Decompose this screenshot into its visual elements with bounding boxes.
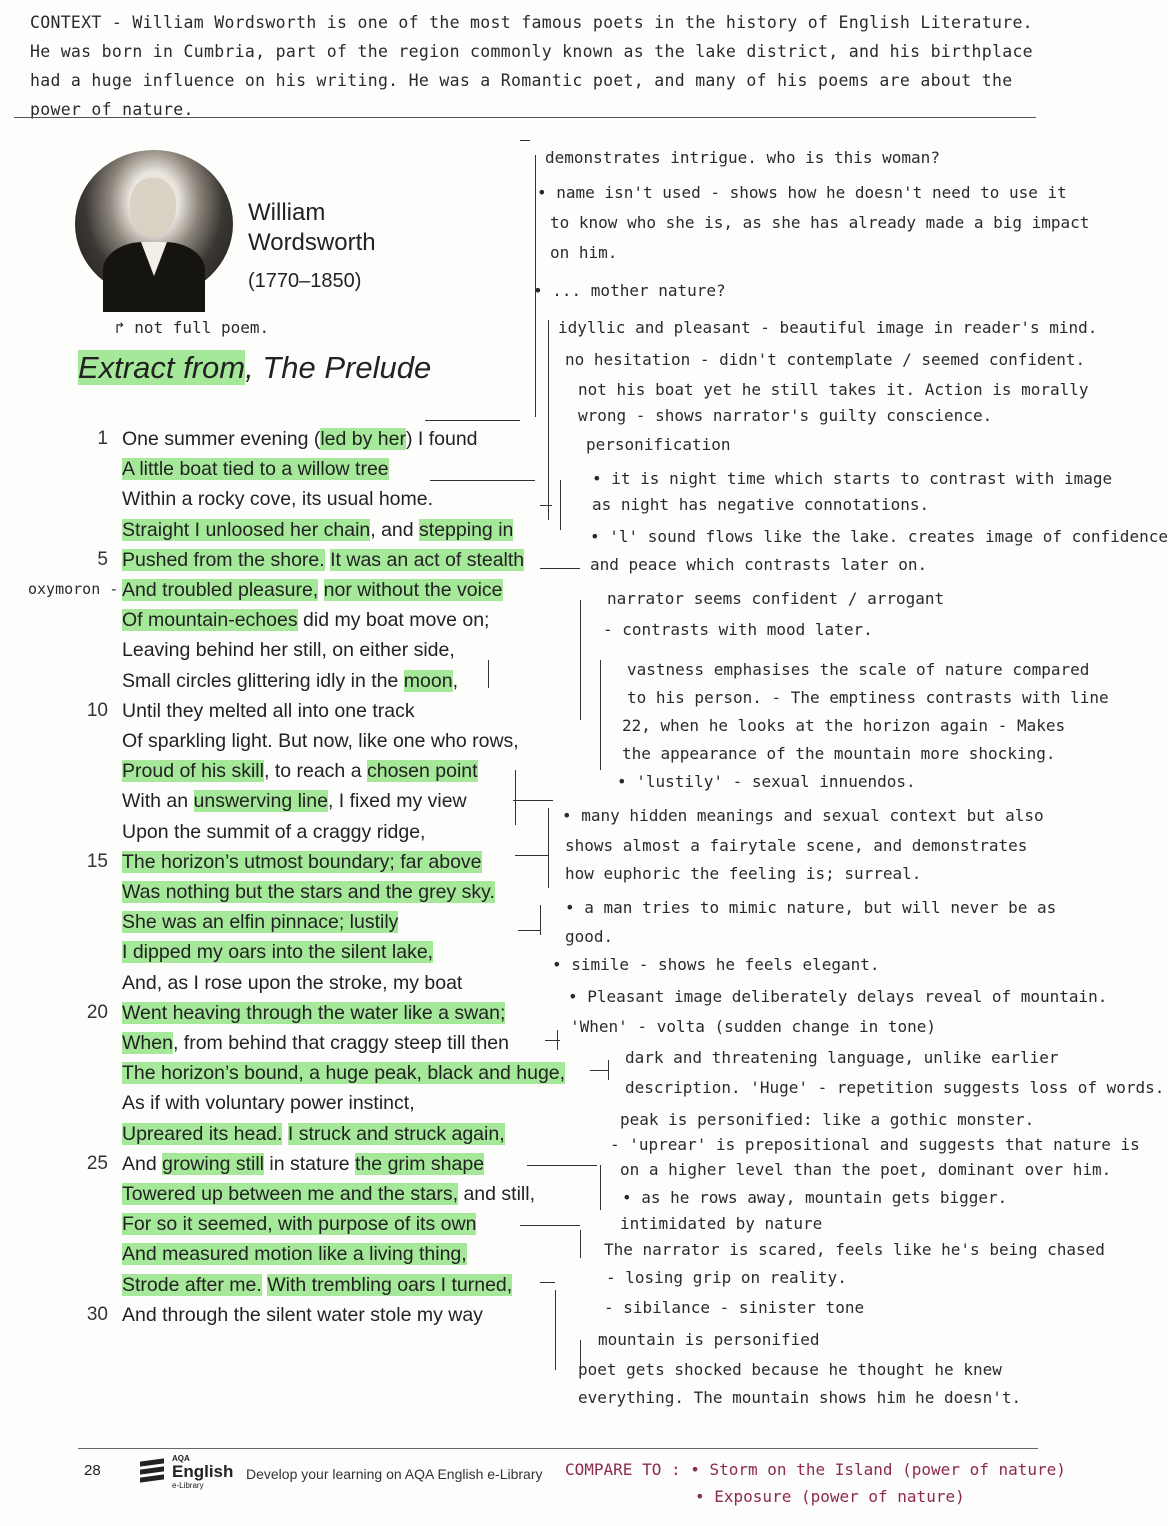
poem-line-text: Proud of his skill, to reach a chosen point <box>122 760 478 783</box>
poem-line-number: 15 <box>86 850 108 872</box>
bracket-line <box>518 930 540 931</box>
annotation-note: • many hidden meanings and sexual context but also <box>562 806 1044 825</box>
poem-line-text: And measured motion like a living thing, <box>122 1243 467 1266</box>
poem-line-text: With an unswerving line, I fixed my view <box>122 790 467 813</box>
annotation-note: • ... mother nature? <box>533 281 726 300</box>
poem-line-text: For so it seemed, with purpose of its own <box>122 1213 477 1236</box>
footer-text: Develop your learning on AQA English e-Library <box>246 1466 543 1482</box>
poem-line-number: 30 <box>86 1303 108 1325</box>
bracket-line <box>527 1165 597 1166</box>
annotation-note: - losing grip on reality. <box>606 1268 847 1287</box>
compare-note <box>565 1456 1066 1510</box>
logo-library: e-Library <box>172 1481 204 1490</box>
poem-line-number: 25 <box>86 1152 108 1174</box>
annotation-note: - contrasts with mood later. <box>603 620 873 639</box>
annotation-note: to his person. - The emptiness contrasts with line <box>627 688 1109 707</box>
poem-line-text: I dipped my oars into the silent lake, <box>122 941 434 964</box>
annotation-note: shows almost a fairytale scene, and demonstrates <box>565 836 1028 855</box>
poem-line-text: Within a rocky cove, its usual home. <box>122 488 434 511</box>
annotation-note: everything. The mountain shows him he doesn't. <box>578 1388 1022 1407</box>
poem-line-text: The horizon’s utmost boundary; far above <box>122 850 482 873</box>
annotation-note: how euphoric the feeling is; surreal. <box>565 864 922 883</box>
footer-divider <box>78 1448 1038 1449</box>
annotation-note: good. <box>565 927 614 946</box>
poem-line-text: She was an elfin pinnace; lustily <box>122 911 399 934</box>
poem-line-text: The horizon’s bound, a huge peak, black and huge, <box>122 1062 566 1085</box>
bracket-line <box>540 505 552 506</box>
poem-line-text: One summer evening (led by her) I found <box>122 428 478 450</box>
poem-line-text: And growing still in stature the grim shape <box>122 1152 485 1175</box>
bracket-line <box>425 420 520 421</box>
bracket-line <box>560 480 561 530</box>
annotation-note: • 'lustily' - sexual innuendos. <box>617 772 916 791</box>
bracket-line <box>520 1225 580 1226</box>
page-number: 28 <box>84 1462 101 1479</box>
poem-line-text: Leaving behind her still, on either side, <box>122 639 455 662</box>
annotation-note: • as he rows away, mountain gets bigger. <box>622 1188 1008 1207</box>
poem-line-text: And troubled pleasure, nor without the voice <box>122 579 503 601</box>
poem-line-text: Of sparkling light. But now, like one who rows, <box>122 730 519 752</box>
oxymoron-note: oxymoron - <box>28 580 119 598</box>
bracket-line <box>548 808 549 888</box>
bracket-line <box>488 660 489 688</box>
annotation-note: peak is personified: like a gothic monster. <box>620 1110 1035 1129</box>
annotation-note: personification <box>586 435 731 454</box>
compare-line-1: COMPARE TO : • Storm on the Island (power of nature) <box>565 1460 1066 1479</box>
annotation-note: • Pleasant image deliberately delays reveal of mountain. <box>568 987 1108 1006</box>
bracket-line <box>548 320 549 520</box>
annotation-note: dark and threatening language, unlike earlier <box>625 1048 1059 1067</box>
poem-line-text: When, from behind that craggy steep till then <box>122 1032 509 1054</box>
poem-line-text: Towered up between me and the stars, and still, <box>122 1183 535 1205</box>
logo-aqa: AQA <box>172 1454 190 1463</box>
bracket-line <box>540 1282 555 1283</box>
annotation-note: • a man tries to mimic nature, but will never be as <box>565 898 1057 917</box>
annotation-note: poet gets shocked because he thought he knew <box>578 1360 1002 1379</box>
poem-line-text: A little boat tied to a willow tree <box>122 458 389 481</box>
bracket-line <box>580 1230 581 1258</box>
poem-line-text: Strode after me. With trembling oars I turned, <box>122 1273 513 1296</box>
bracket-line <box>515 770 516 825</box>
poem-line-number: 10 <box>86 699 108 721</box>
bracket-line <box>520 140 530 141</box>
annotation-note: idyllic and pleasant - beautiful image in reader's mind. <box>558 318 1098 337</box>
annotation-note: no hesitation - didn't contemplate / seemed confident. <box>565 350 1086 369</box>
poet-portrait <box>75 150 233 298</box>
extract-title-rest: , The Prelude <box>245 350 432 385</box>
top-divider <box>14 117 1036 118</box>
annotation-note: and peace which contrasts later on. <box>590 555 928 574</box>
bracket-line <box>545 1040 560 1041</box>
poet-dates: (1770–1850) <box>248 270 362 292</box>
annotation-note: wrong - shows narrator's guilty conscience. <box>578 406 993 425</box>
logo-english: English <box>172 1462 234 1481</box>
annotation-note: • it is night time which starts to contrast with image <box>592 469 1113 488</box>
poem-line-text: And through the silent water stole my way <box>122 1303 483 1326</box>
extract-title <box>78 350 431 386</box>
extract-title-highlight: Extract from <box>78 350 246 385</box>
poem-line-text: Until they melted all into one track <box>122 699 415 722</box>
annotation-note: not his boat yet he still takes it. Action is morally <box>578 380 1089 399</box>
annotation-note: vastness emphasises the scale of nature compared <box>627 660 1090 679</box>
poem-line-text: As if with voluntary power instinct, <box>122 1092 415 1115</box>
annotation-note: demonstrates intrigue. who is this woman? <box>545 148 940 167</box>
annotation-note: 'When' - volta (sudden change in tone) <box>570 1017 937 1036</box>
annotation-note: • name isn't used - shows how he doesn't need to use it <box>537 183 1067 202</box>
bracket-line <box>600 1165 601 1210</box>
aqa-english-logo <box>140 1454 240 1494</box>
annotation-note: the appearance of the mountain more shocking. <box>622 744 1056 763</box>
poem-line-text: Upon the summit of a craggy ridge, <box>122 820 426 843</box>
poem-line-text: Pushed from the shore. It was an act of stealth <box>122 548 525 571</box>
poem-line-text: And, as I rose upon the stroke, my boat <box>122 971 463 994</box>
annotation-note: - sibilance - sinister tone <box>604 1298 865 1317</box>
poem-line-text: Straight I unloosed her chain, and stepping in <box>122 518 514 541</box>
annotation-note: intimidated by nature <box>620 1214 823 1233</box>
annotation-note: description. 'Huge' - repetition suggests loss of words. <box>625 1078 1165 1097</box>
annotation-note: to know who she is, as she has already made a big impact <box>550 213 1090 232</box>
annotation-note: 22, when he looks at the horizon again - Makes <box>622 716 1066 735</box>
bracket-line <box>555 1290 556 1370</box>
compare-line-2: • Exposure (power of nature) <box>695 1487 965 1506</box>
bracket-line <box>590 1070 608 1071</box>
poem-line-text: Upreared its head. I struck and struck again, <box>122 1122 505 1145</box>
context-paragraph: CONTEXT - William Wordsworth is one of the most famous poets in the history of English Literature. He was born in Cumbria, part of the region commonly known as the lake district, and his birthplace had a huge influence on his writing. He was a Romantic poet, and many of his poems are about the power of nature. <box>30 13 1033 119</box>
poet-name: William Wordsworth <box>248 199 376 256</box>
bracket-line <box>513 800 553 801</box>
book-stack-icon <box>140 1460 164 1486</box>
bracket-line <box>430 480 535 481</box>
annotation-note: on him. <box>550 243 618 262</box>
poem-line-text: Went heaving through the water like a swan; <box>122 1001 506 1024</box>
bracket-line <box>540 568 580 569</box>
bracket-line <box>515 855 548 856</box>
bracket-line <box>608 1060 609 1080</box>
bracket-line <box>600 660 601 770</box>
annotation-note: on a higher level than the poet, dominant over him. <box>620 1160 1112 1179</box>
not-full-poem-note: ↱ not full poem. <box>115 318 270 337</box>
annotation-note: narrator seems confident / arrogant <box>607 589 945 608</box>
bracket-line <box>580 600 581 720</box>
annotation-note: • simile - shows he feels elegant. <box>552 955 880 974</box>
poem-line-number: 20 <box>86 1001 108 1023</box>
bracket-line <box>540 905 541 935</box>
poem-line-text: Was nothing but the stars and the grey sky. <box>122 881 495 903</box>
annotation-note: mountain is personified <box>598 1330 820 1349</box>
annotation-note: as night has negative connotations. <box>592 495 930 514</box>
annotation-note: - 'uprear' is prepositional and suggests that nature is <box>610 1135 1140 1154</box>
annotation-note: The narrator is scared, feels like he's being chased <box>604 1240 1105 1259</box>
poem-line-number: 1 <box>97 428 108 449</box>
annotation-note: • 'l' sound flows like the lake. creates image of confidence <box>590 527 1168 546</box>
poem-line-number: 5 <box>97 548 108 570</box>
poem-line-text: Small circles glittering idly in the moon, <box>122 669 458 692</box>
poem-line-text: Of mountain-echoes did my boat move on; <box>122 609 490 632</box>
